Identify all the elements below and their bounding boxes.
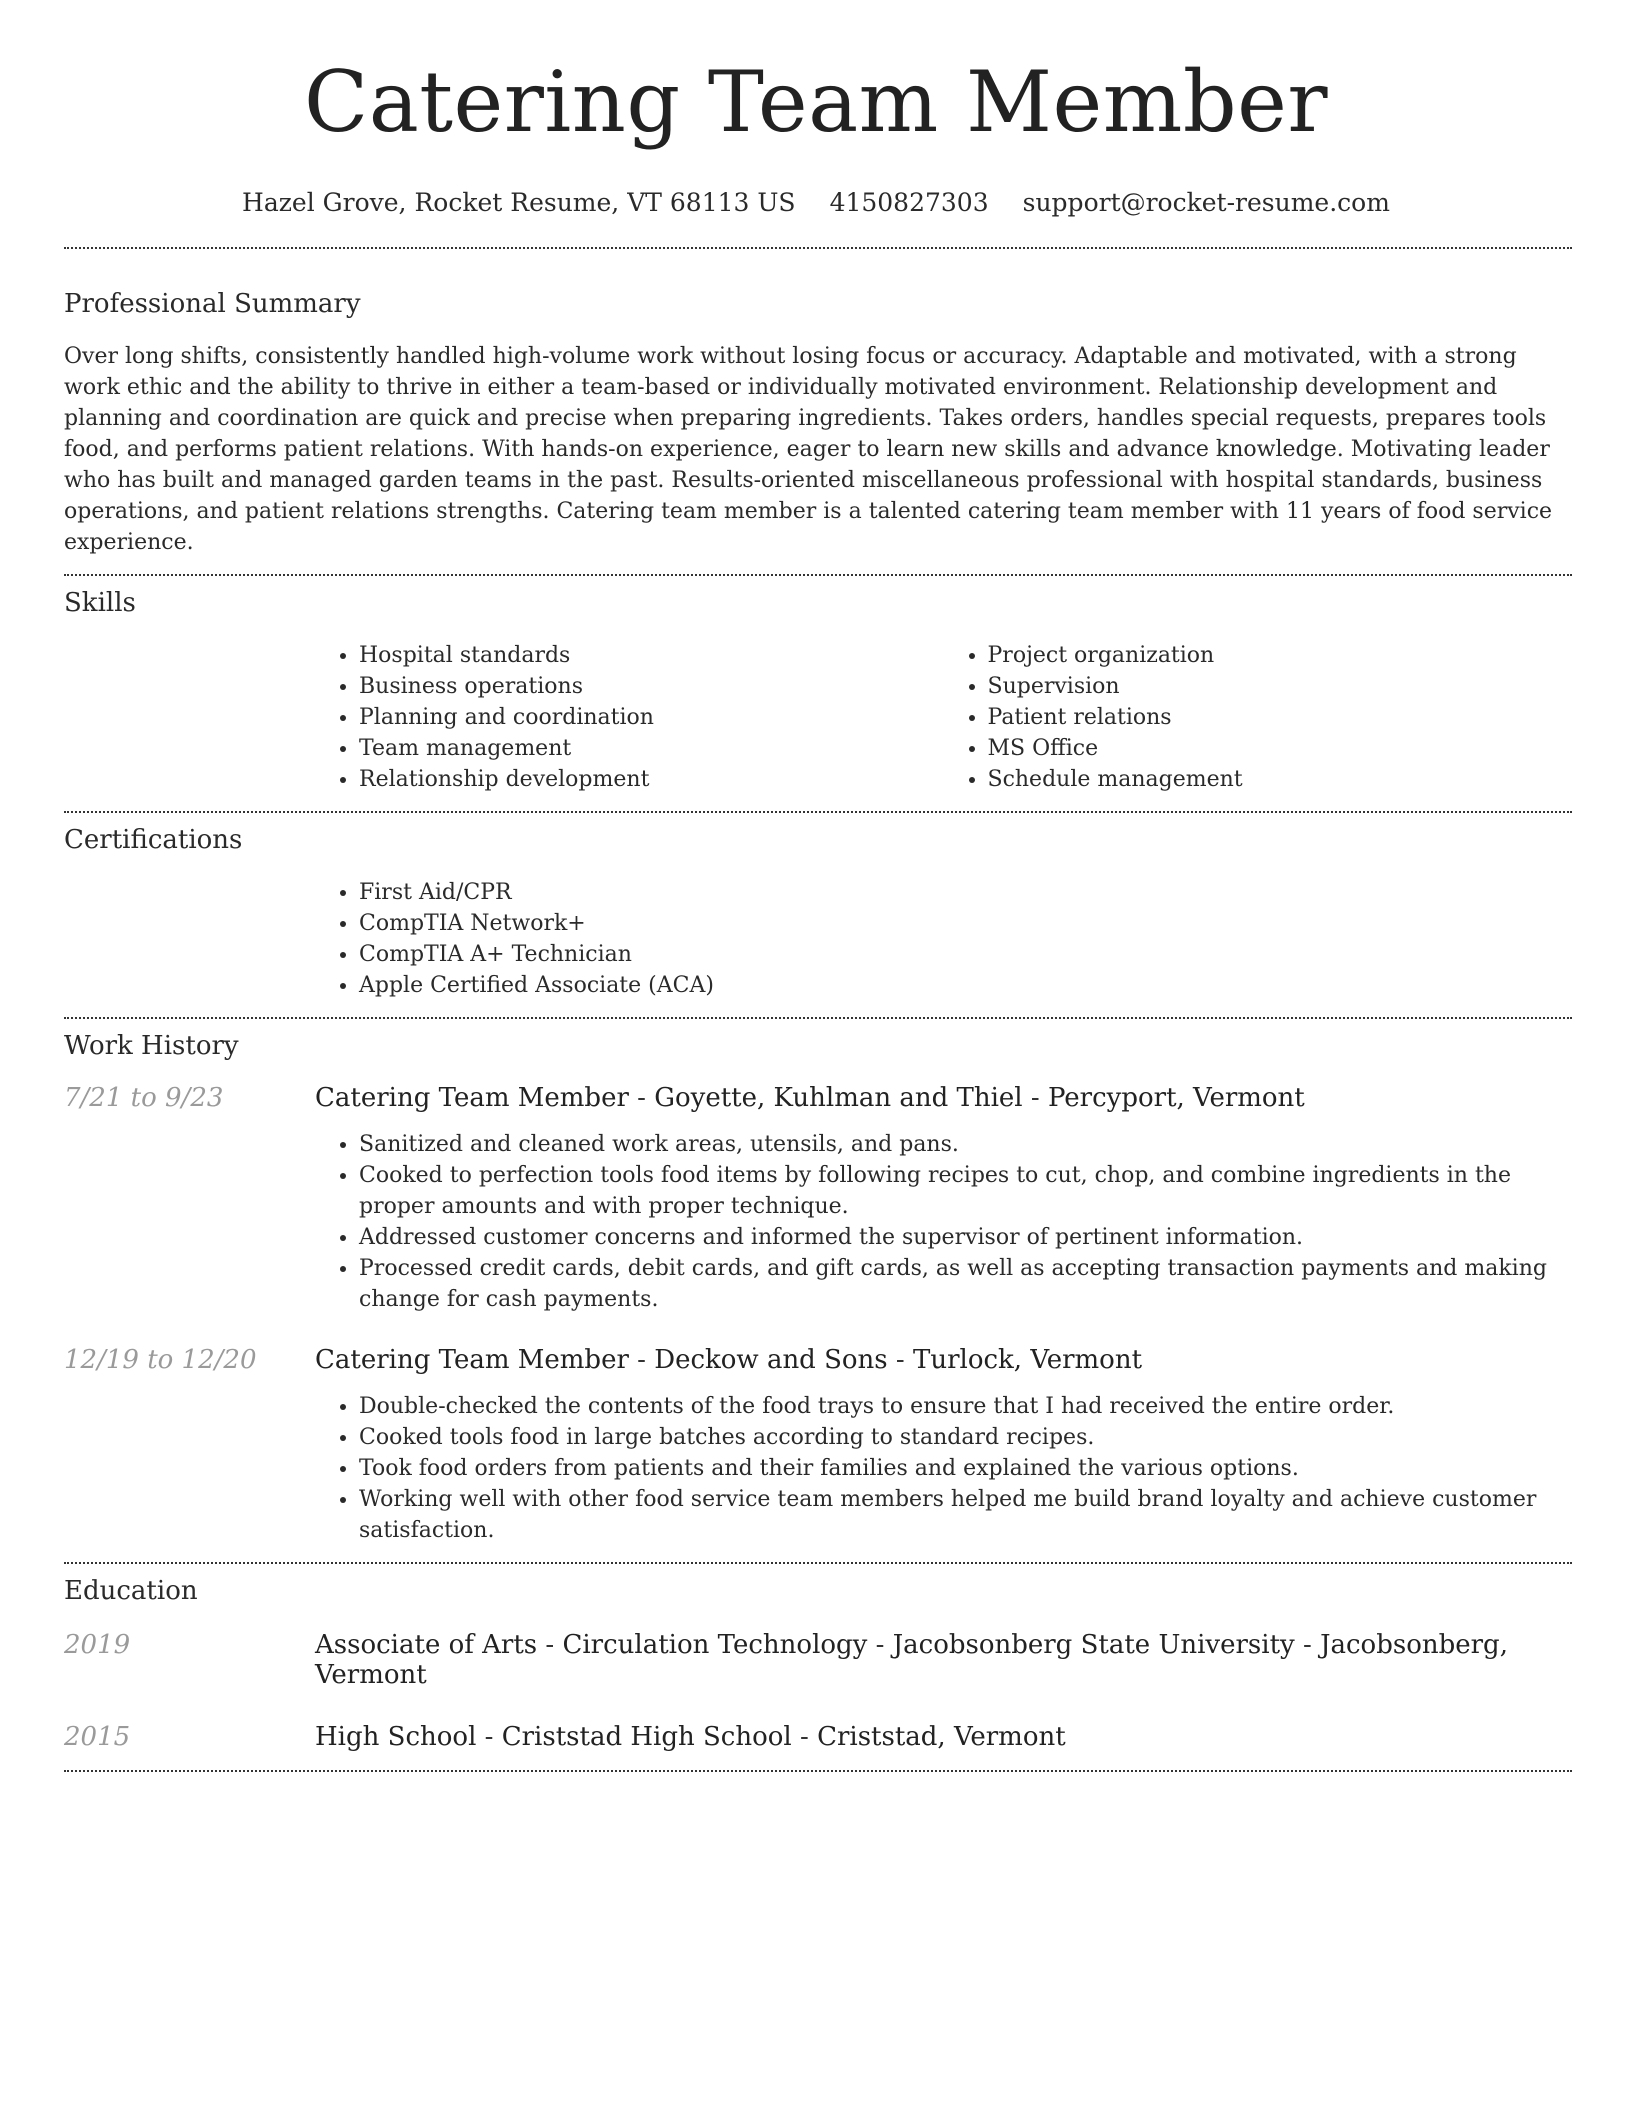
skill-item: • Supervision xyxy=(988,671,1573,702)
skills-columns xyxy=(315,640,1572,795)
education-degree: Associate of Arts xyxy=(315,1630,538,1660)
summary-section xyxy=(64,289,1572,558)
certification-item: • First Aid/CPR xyxy=(359,877,1572,908)
skills-list-right xyxy=(944,640,1573,795)
job-bullets xyxy=(315,1129,1572,1315)
job-bullet: • Cooked to perfection tools food items by following recipes to cut, chop, and combine ingredients in the proper amounts and with proper technique. xyxy=(359,1160,1572,1222)
job-role: Catering Team Member xyxy=(315,1345,629,1375)
certifications-body xyxy=(315,877,1572,1001)
contact-address: Hazel Grove, Rocket Resume, VT 68113 US xyxy=(242,188,796,217)
skill-item: • Relationship development xyxy=(359,764,944,795)
education-location: Criststad, Vermont xyxy=(817,1722,1066,1752)
education-entry xyxy=(64,1630,1572,1690)
candidate-name: Catering Team Member xyxy=(303,53,1329,151)
education-location: Jacobsonberg, Vermont xyxy=(315,1630,1508,1690)
skill-item: • Patient relations xyxy=(988,702,1573,733)
skill-item: • Team management xyxy=(359,733,944,764)
education-field: Circulation Technology xyxy=(562,1630,868,1660)
job-dates: 7/21 to 9/23 xyxy=(64,1083,224,1113)
job-header xyxy=(64,1083,1572,1113)
skill-item: • Planning and coordination xyxy=(359,702,944,733)
education-degree: High School xyxy=(315,1722,477,1752)
summary-text: Over long shifts, consistently handled high-volume work without losing focus or accuracy. Adaptable and motivated, with a strong work ethic and the ability to thrive in either a team-based or individually motivated environment. Relationship development and planning and coordination are quick and precise when preparing ingredients. Takes orders, handles special requests, prepares tools food, and performs patient relations. With hands-on experience, eager to learn new skills and advance knowledge. Motivating leader who has built and managed garden teams in the past. Results-oriented miscellaneous professional with hospital standards, business operations, and patient relations strengths. Catering team member is a talented catering team member with 11 years of food service experience. xyxy=(64,344,1553,555)
divider xyxy=(64,1017,1572,1019)
job-bullet: • Processed credit cards, debit cards, and gift cards, as well as accepting transaction payments and making change for cash payments. xyxy=(359,1253,1572,1315)
job-location: Turlock, Vermont xyxy=(912,1345,1143,1375)
job-bullet: • Working well with other food service team members helped me build brand loyalty and achieve customer satisfaction. xyxy=(359,1484,1572,1546)
certifications-section xyxy=(64,825,1572,1001)
certification-item: • CompTIA Network+ xyxy=(359,908,1572,939)
divider xyxy=(64,811,1572,813)
job-bullet: • Double-checked the contents of the food trays to ensure that I had received the entire order. xyxy=(359,1391,1572,1422)
job-bullet: • Cooked tools food in large batches according to standard recipes. xyxy=(359,1422,1572,1453)
section-title-education: Education xyxy=(64,1576,198,1606)
job-title-line: Catering Team Member - Deckow and Sons - Turlock, Vermont xyxy=(315,1345,1143,1375)
contact-line xyxy=(0,188,1632,217)
skill-item: • Schedule management xyxy=(988,764,1573,795)
section-title-certifications: Certifications xyxy=(64,825,243,855)
job-dates: 12/19 to 12/20 xyxy=(64,1345,257,1375)
job-bullet: • Sanitized and cleaned work areas, utensils, and pans. xyxy=(359,1129,1572,1160)
job-bullet: • Took food orders from patients and their families and explained the various options. xyxy=(359,1453,1572,1484)
contact-phone: 4150827303 xyxy=(829,188,989,217)
job-details xyxy=(315,1391,1572,1546)
skills-section xyxy=(64,588,1572,795)
section-title-work: Work History xyxy=(64,1031,239,1061)
skill-item: • Project organization xyxy=(988,640,1573,671)
education-year: 2015 xyxy=(64,1722,131,1752)
education-year: 2019 xyxy=(64,1630,131,1660)
job-location: Percyport, Vermont xyxy=(1047,1083,1305,1113)
education-school: Jacobsonberg State University xyxy=(892,1630,1295,1660)
job-title-line: Catering Team Member - Goyette, Kuhlman and Thiel - Percyport, Vermont xyxy=(315,1083,1305,1113)
certifications-list xyxy=(315,877,1572,1001)
skill-item: • MS Office xyxy=(988,733,1573,764)
section-title-summary: Professional Summary xyxy=(64,289,361,319)
work-history-section xyxy=(64,1031,1572,1546)
certification-item: • Apple Certified Associate (ACA) xyxy=(359,970,1572,1001)
divider xyxy=(64,574,1572,576)
skill-item: • Business operations xyxy=(359,671,944,702)
education-entry xyxy=(64,1722,1572,1752)
job-entry xyxy=(64,1345,1572,1546)
skill-item: • Hospital standards xyxy=(359,640,944,671)
education-title-line: Associate of Arts - Circulation Technology - Jacobsonberg State University - Jacobsonberg, Vermont xyxy=(315,1630,1508,1690)
divider xyxy=(64,247,1572,249)
education-school: Criststad High School xyxy=(501,1722,792,1752)
job-company: Deckow and Sons xyxy=(654,1345,888,1375)
job-bullet: • Addressed customer concerns and informed the supervisor of pertinent information. xyxy=(359,1222,1572,1253)
education-section xyxy=(64,1576,1572,1752)
resume-header xyxy=(0,0,1632,217)
divider xyxy=(64,1562,1572,1564)
job-header xyxy=(64,1345,1572,1375)
job-entry xyxy=(64,1083,1572,1315)
divider xyxy=(64,1770,1572,1772)
section-title-skills: Skills xyxy=(64,588,136,618)
certification-item: • CompTIA A+ Technician xyxy=(359,939,1572,970)
job-company: Goyette, Kuhlman and Thiel xyxy=(654,1083,1023,1113)
job-details xyxy=(315,1129,1572,1315)
skills-list-left xyxy=(315,640,944,795)
job-role: Catering Team Member xyxy=(315,1083,629,1113)
contact-email: support@rocket-resume.com xyxy=(1022,188,1390,217)
job-bullets xyxy=(315,1391,1572,1546)
education-title-line: High School - Criststad High School - Criststad, Vermont xyxy=(315,1722,1066,1752)
